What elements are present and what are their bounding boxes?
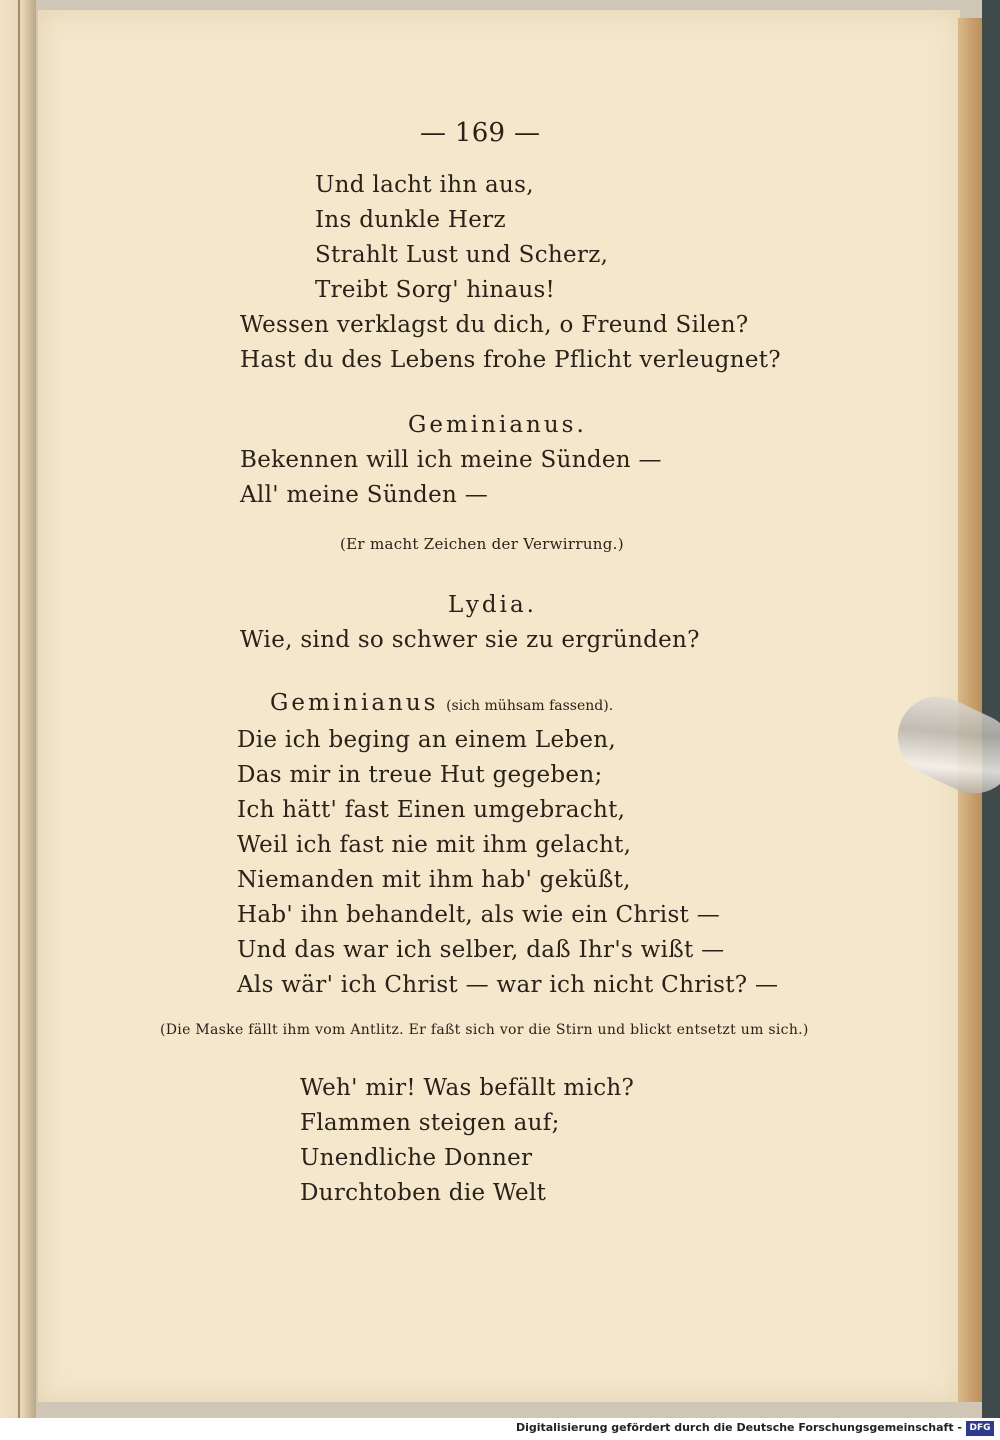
verse-line: Weil ich fast nie mit ihm gelacht, [237,832,632,858]
verse-line: Hast du des Lebens frohe Pflicht verleugnet? [240,347,781,373]
verse-line: Durchtoben die Welt [300,1180,547,1206]
verse-line: Wessen verklagst du dich, o Freund Silen? [240,312,749,338]
verse-line: Die ich beging an einem Leben, [237,727,617,753]
verse-line: Wie, sind so schwer sie zu ergründen? [240,627,700,653]
verse-line: Und das war ich selber, daß Ihr's wißt — [237,937,725,963]
verse-line: Niemanden mit ihm hab' geküßt, [237,867,631,893]
verse-line: Hab' ihn behandelt, als wie ein Christ — [237,902,721,928]
speaker-name: Lydia. [448,592,537,618]
verse-line: Flammen steigen auf; [300,1110,560,1136]
stage-direction: (sich mühsam fassend). [446,698,614,714]
verse-line: Treibt Sorg' hinaus! [315,277,556,303]
page-number: — 169 — [420,118,541,148]
dfg-logo: DFG [966,1421,994,1436]
footer-bar [0,1418,1000,1440]
funding-notice: Digitalisierung gefördert durch die Deutsche Forschungsgemeinschaft - [515,1421,962,1434]
verse-line: Weh' mir! Was befällt mich? [300,1075,635,1101]
speaker-line [270,690,613,716]
verse-line: Und lacht ihn aus, [315,172,534,198]
verse-line: Ins dunkle Herz [315,207,506,233]
speaker-name: Geminianus [270,690,439,716]
verse-line: Bekennen will ich meine Sünden — [240,447,662,473]
verse-line: Strahlt Lust und Scherz, [315,242,609,268]
verse-line: All' meine Sünden — [240,482,489,508]
verse-line: Das mir in treue Hut gegeben; [237,762,603,788]
speaker-name: Geminianus. [408,412,587,438]
verse-line: Unendliche Donner [300,1145,533,1171]
verse-line: Als wär' ich Christ — war ich nicht Christ? — [237,972,779,998]
stage-direction: (Die Maske fällt ihm vom Antlitz. Er faßt sich vor die Stirn und blickt entsetzt um sich.) [160,1022,809,1038]
stage-direction: (Er macht Zeichen der Verwirrung.) [340,535,624,553]
verse-line: Ich hätt' fast Einen umgebracht, [237,797,626,823]
